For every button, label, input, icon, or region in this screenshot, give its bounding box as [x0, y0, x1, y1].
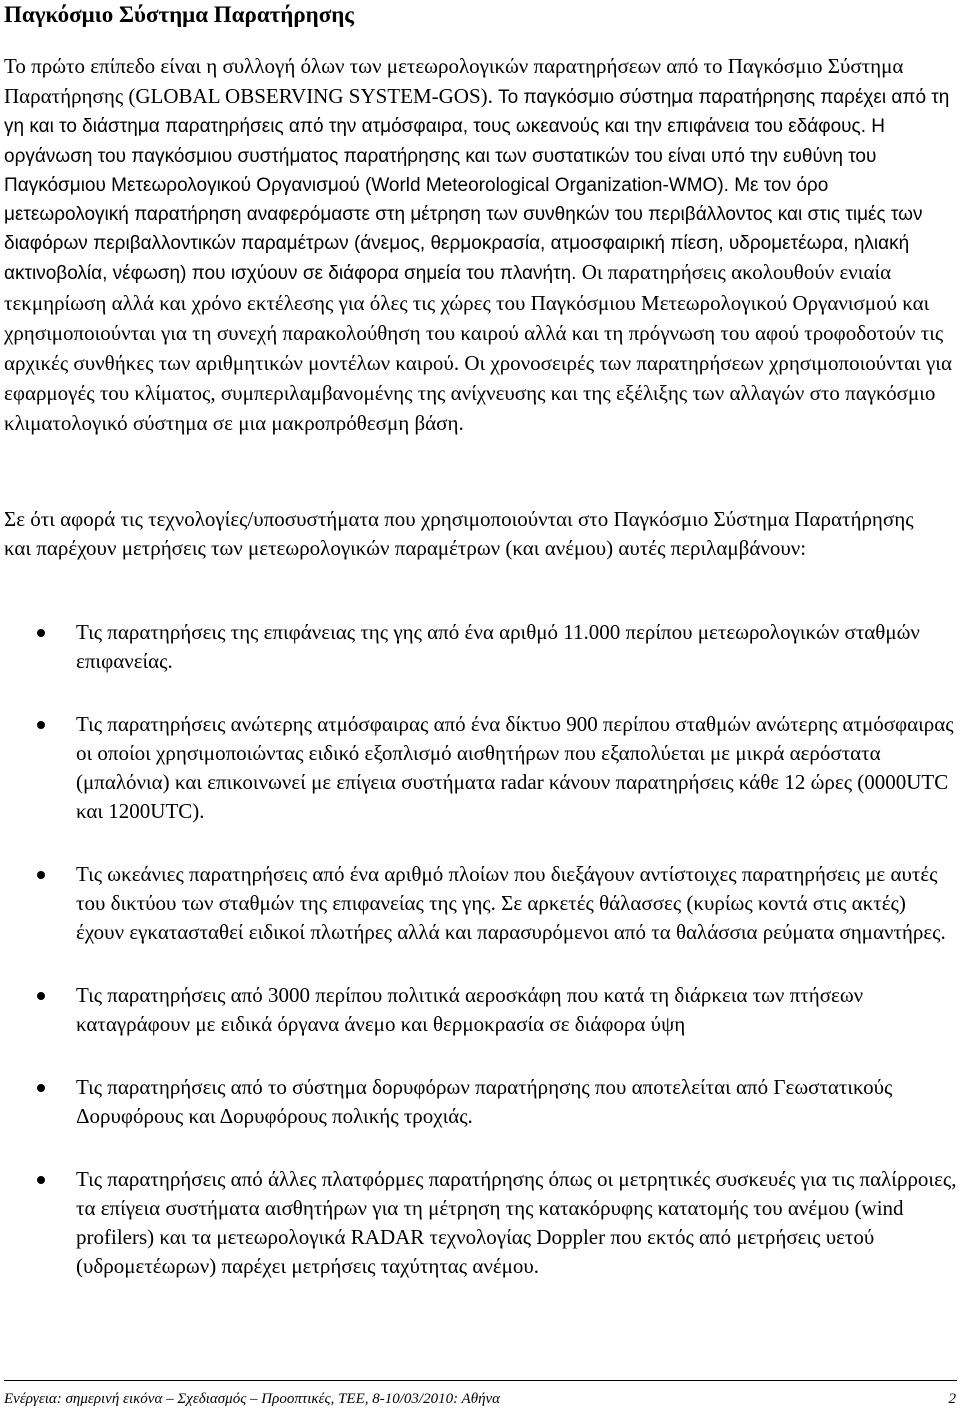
intro-sentence-3: Οι παρατηρήσεις ακολουθούν ενιαία τεκμηρίωση αλλά και χρόνο εκτέλεσης για όλες τις χώρες του Παγκόσμιου Μετεωρολογικού Οργανισμού και χρησιμοποιούνται για τη συνεχή παρακολούθηση του καιρού αλλά και τη πρόγνωση του αφού τροφοδοτούν τις αρχικές συνθήκες των αριθμητικών μοντέλων καιρού. Οι χρονοσειρές των παρατηρήσεων χρησιμοποιούνται για εφαρμογές του κλίματος, συμπεριλαμβανομένης της ανίχνευσης και της εξέλιξης των αλλαγών στο παγκόσμιο κλιματολογικό σύστημα σε μια μακροπρόθεσμη βάση.	[4, 260, 952, 436]
list-item	[0, 860, 960, 947]
intro-paragraph	[4, 52, 954, 440]
list-item-text: Τις παρατηρήσεις ανώτερης ατμόσφαιρας από ένα δίκτυο 900 περίπου σταθμών ανώτερης ατμόσφαιρας οι οποίοι χρησιμοποιώντας ειδικό εξοπλισμό αισθητήρων που εξαπολύεται με μικρά αερόστατα (μπαλόνια) και επικοινωνεί με επίγεια συστήματα radar κάνουν παρατηρήσεις κάθε 12 ώρες (0000UTC και 1200UTC).	[76, 712, 954, 823]
list-item	[0, 710, 960, 826]
bullet-icon	[37, 871, 45, 879]
list-item	[0, 618, 960, 676]
footer-text: Ενέργεια: σημερινή εικόνα – Σχεδιασμός – Προοπτικές, ΤΕΕ, 8-10/03/2010: Αθήνα	[4, 1391, 501, 1407]
list-item-text: Τις παρατηρήσεις από 3000 περίπου πολιτικά αεροσκάφη που κατά τη διάρκεια των πτήσεων καταγράφουν με ειδικά όργανα άνεμο και θερμοκρασία σε διάφορα ύψη	[76, 983, 864, 1036]
bullet-icon	[37, 629, 45, 637]
page-number: 2	[948, 1391, 956, 1407]
list-item-text: Τις παρατηρήσεις από άλλες πλατφόρμες παρατήρησης όπως οι μετρητικές συσκευές για τις παλίρροιες, τα επίγεια συστήματα αισθητήρων για τη μέτρηση της κατακόρυφης κατατομής του ανέμου (wind profilers) και τα μετεωρολογικά RADAR τεχνολογίας Doppler που εκτός από μετρήσεις υετού (υδρομετέωρων) παρέχει μετρήσεις ταχύτητας ανέμου.	[76, 1167, 957, 1278]
list-item-text: Τις ωκεάνιες παρατηρήσεις από ένα αριθμό πλοίων που διεξάγουν αντίστοιχες παρατηρήσεις με αυτές του δικτύου των σταθμών της επιφανείας της γης. Σε αρκετές θάλασσες (κυρίως κοντά στις ακτές) έχουν εγκατασταθεί ειδικοί πλωτήρες αλλά και παρασυρόμενοι από τα θαλάσσια ρεύματα σημαντήρες.	[76, 862, 946, 944]
bullet-icon	[37, 992, 45, 1000]
observation-list	[0, 618, 960, 1315]
bullet-icon	[37, 721, 45, 729]
bullet-icon	[37, 1084, 45, 1092]
list-item	[0, 981, 960, 1039]
bullet-icon	[37, 1176, 45, 1184]
intro-sentence-1: Το πρώτο επίπεδο είναι η συλλογή όλων των μετεωρολογικών παρατηρήσεων από το Παγκόσμιο Σύστημα Παρατήρησης (GLOBAL OBSERVING SYSTEM-GOS).	[4, 54, 904, 109]
list-item	[0, 1073, 960, 1131]
technology-paragraph: Σε ότι αφορά τις τεχνολογίες/υποσυστήματα που χρησιμοποιούνται στο Παγκόσμιο Σύστημα Παρατήρησης και παρέχουν μετρήσεις των μετεωρολογικών παραμέτρων (και ανέμου) αυτές περιλαμβάνουν:	[4, 507, 914, 560]
intro-sentence-2: Το παγκόσμιο σύστημα παρατήρησης παρέχει από τη γη και το διάστημα παρατηρήσεις από την ατμόσφαιρα, τους ωκεανούς και την επιφάνεια του εδάφους. Η οργάνωση του παγκόσμιου συστήματος παρατήρησης και των συστατικών του είναι υπό την ευθύνη του Παγκόσμιου Μετεωρολογικού Οργανισμού (World Meteorological Organization-WMO). Με τον όρο μετεωρολογική παρατήρηση αναφερόμαστε στη μέτρηση των συνθηκών του περιβάλλοντος και στις τιμές των διαφόρων περιβαλλοντικών παραμέτρων (άνεμος, θερμοκρασία, ατμοσφαιρική πίεση, υδρομετέωρα, ηλιακή ακτινοβολία, νέφωση) που ισχύουν σε διάφορα σημεία του πλανήτη.	[4, 87, 950, 285]
list-item-text: Τις παρατηρήσεις από το σύστημα δορυφόρων παρατήρησης που αποτελείται από Γεωστατικούς Δορυφόρους και Δορυφόρους πολικής τροχιάς.	[76, 1075, 893, 1128]
list-item	[0, 1165, 960, 1281]
list-item-text: Τις παρατηρήσεις της επιφάνειας της γης από ένα αριθμό 11.000 περίπου μετεωρολογικών σταθμών επιφανείας.	[76, 620, 920, 673]
footer-divider	[4, 1380, 957, 1381]
page-title: Παγκόσμιο Σύστημα Παρατήρησης	[4, 2, 354, 27]
